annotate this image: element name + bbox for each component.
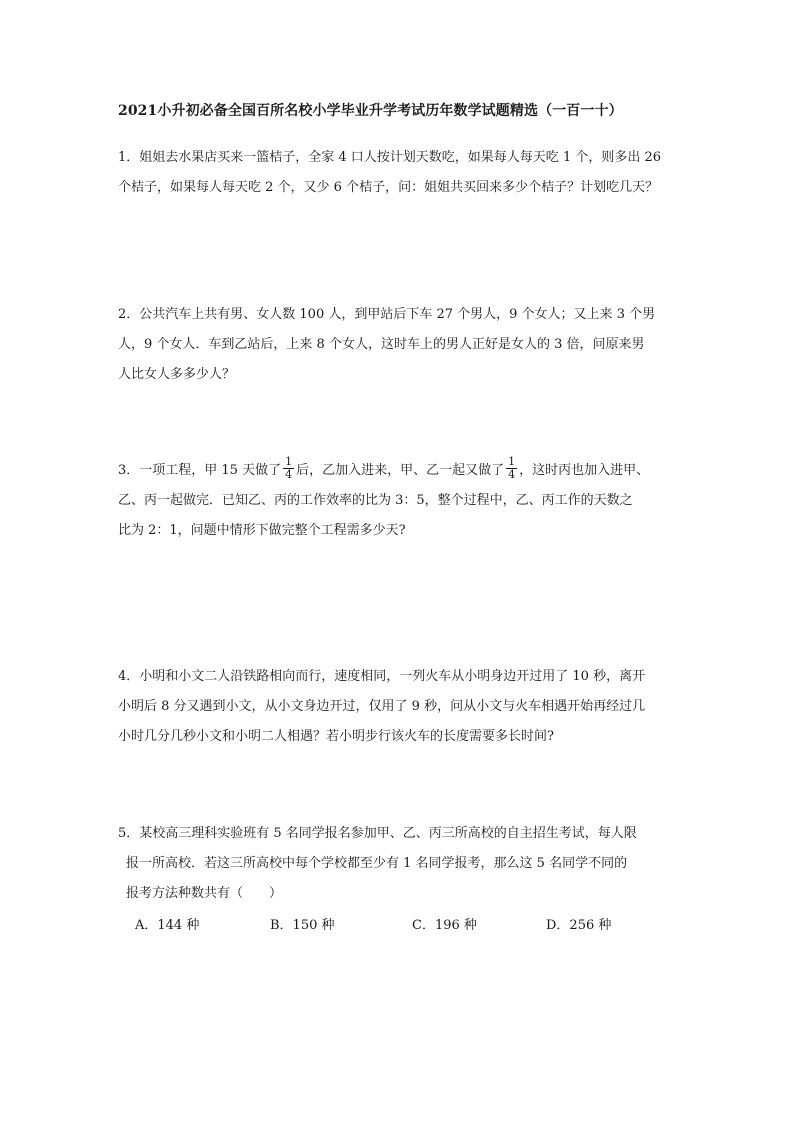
question-2 bbox=[118, 300, 690, 390]
fraction-one-quarter-2 bbox=[506, 456, 517, 481]
question-5 bbox=[118, 819, 690, 909]
question-4-line-1: 4．小明和小文二人沿铁路相向而行，速度相同，一列火车从小明身边开过用了 10 秒，离开 bbox=[118, 669, 646, 684]
question-3-text-b: 后，乙加入进来，甲、乙一起又做了 bbox=[296, 463, 505, 478]
question-4-line-2: 小明后 8 分又遇到小文，从小文身边开过，仅用了 9 秒，问从小文与火车相遇开始再经过几 bbox=[118, 699, 646, 714]
question-3 bbox=[118, 456, 690, 546]
choice-a: A．144 种 bbox=[135, 918, 200, 933]
question-4-line-3: 小时几分几秒小文和小明二人相遇？若小明步行该火车的长度需要多长时间? bbox=[118, 729, 554, 744]
question-3-line-3: 比为 2：1，问题中情形下做完整个工程需多少天? bbox=[118, 523, 406, 538]
question-3-text-a: 3．一项工程，甲 15 天做了 bbox=[118, 463, 282, 478]
question-1-line-1: 1．姐姐去水果店买来一篮桔子，全家 4 口人按计划天数吃，如果每人每天吃 1 个，则多出 26 bbox=[118, 150, 662, 165]
question-2-line-2: 人，9 个女人．车到乙站后，上来 8 个女人，这时车上的男人正好是女人的 3 倍，问原来男 bbox=[118, 337, 645, 352]
question-3-text-c: ，这时丙也加入进甲、 bbox=[519, 463, 650, 478]
question-3-line-1 bbox=[118, 456, 690, 486]
choice-d: D．256 种 bbox=[546, 918, 612, 933]
fraction-numerator: 1 bbox=[508, 455, 516, 468]
choice-b: B．150 种 bbox=[270, 918, 335, 933]
question-3-line-2: 乙、丙一起做完．已知乙、丙的工作效率的比为 3：5，整个过程中，乙、丙工作的天数之 bbox=[118, 493, 633, 508]
fraction-one-quarter-1 bbox=[283, 456, 294, 481]
fraction-denominator: 4 bbox=[508, 468, 516, 481]
question-5-line-2: 报一所高校．若这三所高校中每个学校都至少有 1 名同学报考，那么这 5 名同学不同的 bbox=[126, 856, 628, 871]
document-title: 2021小升初必备全国百所名校小学毕业升学考试历年数学试题精选（一百一十） bbox=[118, 103, 623, 119]
question-1-line-2: 个桔子，如果每人每天吃 2 个，又少 6 个桔子，问：姐姐共买回来多少个桔子？计划吃几天？ bbox=[118, 180, 659, 195]
fraction-denominator: 4 bbox=[285, 468, 293, 481]
question-2-line-1: 2．公共汽车上共有男、女人数 100 人，到甲站后下车 27 个男人，9 个女人；又上来 3 个男 bbox=[118, 307, 656, 322]
question-5-line-3: 报考方法种数共有（ ） bbox=[126, 886, 283, 901]
question-4 bbox=[118, 662, 690, 752]
fraction-numerator: 1 bbox=[285, 455, 293, 468]
question-2-line-3: 人比女人多多少人？ bbox=[118, 367, 236, 382]
choice-c: C．196 种 bbox=[412, 918, 477, 933]
question-1 bbox=[118, 143, 690, 203]
question-5-line-1: 5．某校高三理科实验班有 5 名同学报名参加甲、乙、丙三所高校的自主招生考试，每人限 bbox=[118, 826, 637, 841]
